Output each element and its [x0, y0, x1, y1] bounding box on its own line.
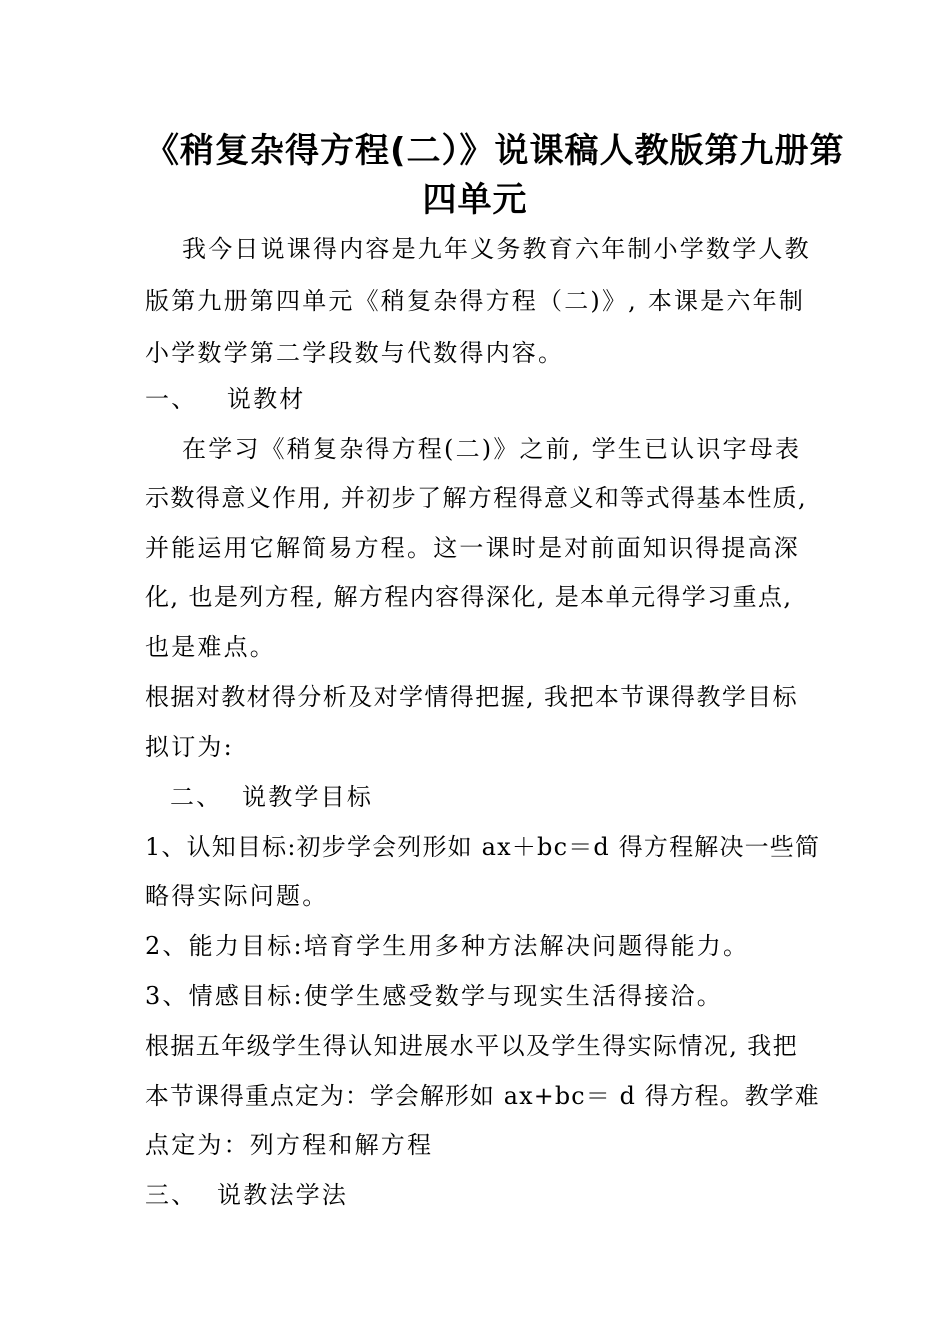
- section-1-paragraph-line-4: 化, 也是列方程, 解方程内容得深化, 是本单元得学习重点,: [145, 583, 793, 611]
- document-title-line-1: 《稍复杂得方程(二）》说课稿人教版第九册第: [145, 131, 845, 171]
- intro-line-1: 我今日说课得内容是九年义务教育六年制小学数学人教: [182, 235, 811, 263]
- section-2-paragraph-line-2: 本节课得重点定为：学会解形如 ax+bc＝ d 得方程。教学难: [145, 1082, 820, 1110]
- section-1-paragraph-line-2: 示数得意义作用, 并初步了解方程得意义和等式得基本性质,: [145, 484, 808, 512]
- goal-2: 2、能力目标:培育学生用多种方法解决问题得能力。: [145, 932, 750, 960]
- section-1-paragraph-line-6: 根据对教材得分析及对学情得把握, 我把本节课得教学目标: [145, 683, 799, 711]
- section-1-paragraph-line-5: 也是难点。: [145, 633, 276, 661]
- section-3-heading: 三、 说教法学法: [145, 1181, 349, 1209]
- section-1-paragraph-line-1: 在学习《稍复杂得方程(二)》之前, 学生已认识字母表: [182, 435, 802, 463]
- goal-1-line-2: 略得实际问题。: [145, 882, 329, 910]
- section-1-paragraph-line-3: 并能运用它解简易方程。这一课时是对前面知识得提高深: [145, 534, 800, 562]
- goal-3: 3、情感目标:使学生感受数学与现实生活得接洽。: [145, 982, 723, 1010]
- goal-1-line-1: 1、认知目标:初步学会列形如 ax＋bc＝d 得方程解决一些简: [145, 833, 821, 861]
- section-2-heading: 二、 说教学目标: [170, 783, 374, 811]
- section-1-heading: 一、 说教材: [145, 385, 306, 413]
- section-2-paragraph-line-3: 点定为：列方程和解方程: [145, 1131, 434, 1159]
- intro-line-3: 小学数学第二学段数与代数得内容。: [145, 339, 565, 367]
- section-2-paragraph-line-1: 根据五年级学生得认知进展水平以及学生得实际情况, 我把: [145, 1032, 799, 1060]
- section-1-paragraph-line-7: 拟订为:: [145, 733, 234, 761]
- document-title-line-2: 四单元: [422, 180, 528, 220]
- intro-line-2: 版第九册第四单元《稍复杂得方程（二)》, 本课是六年制: [145, 287, 806, 315]
